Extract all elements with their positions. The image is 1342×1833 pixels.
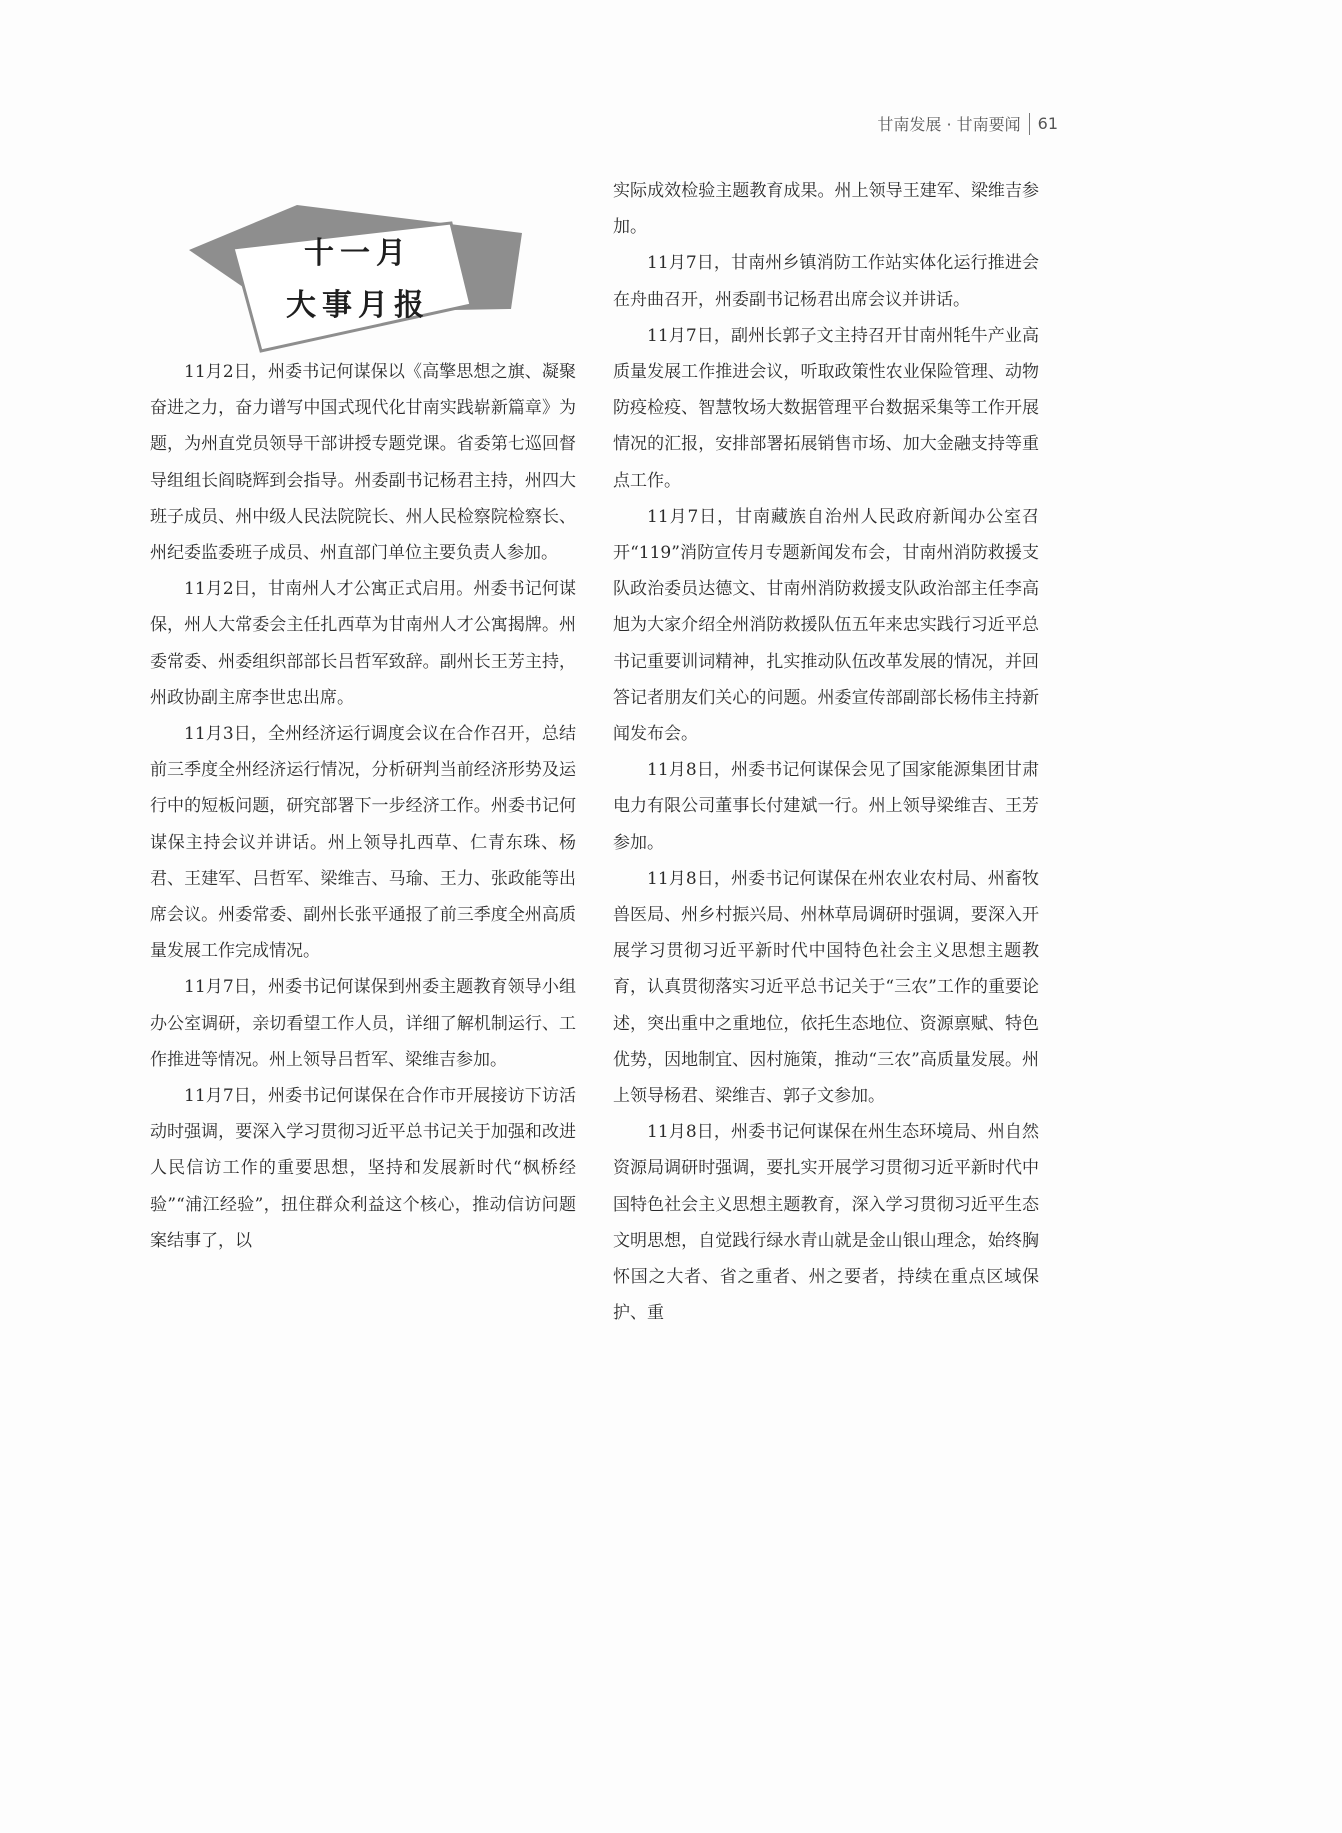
news-item: 11月7日，甘南州乡镇消防工作站实体化运行推进会在舟曲召开，州委副书记杨君出席会议并讲话。 — [613, 253, 1039, 310]
news-item: 11月8日，州委书记何谋保在州生态环境局、州自然资源局调研时强调，要扎实开展学习贯彻习近平新时代中国特色社会主义思想主题教育，深入学习贯彻习近平生态文明思想，自觉践行绿水青山就是金山银山理念，始终胸怀国之大者、省之重者、州之要者，持续在重点区域保护、重 — [613, 1122, 1039, 1324]
news-item: 11月7日，甘南藏族自治州人民政府新闻办公室召开“119”消防宣传月专题新闻发布会，甘南州消防救援支队政治委员达德文、甘南州消防救援支队政治部主任李高旭为大家介绍全州消防救援队伍五年来忠实践行习近平总书记重要训词精神，扎实推动队伍改革发展的情况，并回答记者朋友们关心的问题。州委宣传部副部长杨伟主持新闻发布会。 — [613, 506, 1039, 745]
right-column — [613, 173, 1039, 1332]
news-item: 11月7日，州委书记何谋保在合作市开展接访下访活动时强调，要深入学习贯彻习近平总书记关于加强和改进人民信访工作的重要思想，坚持和发展新时代“枫桥经验”“浦江经验”，扭住群众利益这个核心，推动信访问题案结事了，以 — [150, 1086, 576, 1251]
page-number: 61 — [1037, 114, 1058, 133]
news-item: 11月7日，副州长郭子文主持召开甘南州牦牛产业高质量发展工作推进会议，听取政策性农业保险管理、动物防疫检疫、智慧牧场大数据管理平台数据采集等工作开展情况的汇报，安排部署拓展销售市场、加大金融支持等重点工作。 — [613, 325, 1039, 491]
news-item: 11月2日，甘南州人才公寓正式启用。州委书记何谋保，州人大常委会主任扎西草为甘南州人才公寓揭牌。州委常委、州委组织部部长吕哲军致辞。副州长王芳主持，州政协副主席李世忠出席。 — [150, 579, 576, 708]
section-title: 甘南发展 · 甘南要闻 — [877, 115, 1021, 134]
title-line-1: 十一月 — [304, 236, 412, 271]
news-item-continuation: 实际成效检验主题教育成果。州上领导王建军、梁维吉参加。 — [613, 181, 1039, 238]
header-divider — [1029, 113, 1030, 135]
left-column — [150, 354, 576, 1259]
news-item: 11月2日，州委书记何谋保以《高擎思想之旗、凝聚奋进之力，奋力谱写中国式现代化甘南实践崭新篇章》为题，为州直党员领导干部讲授专题党课。省委第七巡回督导组组长阎晓辉到会指导。州委副书记杨君主持，州四大班子成员、州中级人民法院院长、州人民检察院检察长、州纪委监委班子成员、州直部门单位主要负责人参加。 — [150, 362, 576, 564]
title-line-2: 大事月报 — [286, 288, 430, 323]
news-item: 11月7日，州委书记何谋保到州委主题教育领导小组办公室调研，亲切看望工作人员，详细了解机制运行、工作推进等情况。州上领导吕哲军、梁维吉参加。 — [150, 977, 576, 1070]
news-item: 11月3日，全州经济运行调度会议在合作召开，总结前三季度全州经济运行情况，分析研判当前经济形势及运行中的短板问题，研究部署下一步经济工作。州委书记何谋保主持会议并讲话。州上领导扎西草、仁青东珠、杨君、王建军、吕哲军、梁维吉、马瑜、王力、张政能等出席会议。州委常委、副州长张平通报了前三季度全州高质量发展工作完成情况。 — [150, 724, 576, 962]
news-item: 11月8日，州委书记何谋保会见了国家能源集团甘肃电力有限公司董事长付建斌一行。州上领导梁维吉、王芳参加。 — [613, 760, 1039, 853]
page-title — [268, 228, 448, 324]
running-header — [877, 112, 1058, 135]
news-item: 11月8日，州委书记何谋保在州农业农村局、州畜牧兽医局、州乡村振兴局、州林草局调研时强调，要深入开展学习贯彻习近平新时代中国特色社会主义思想主题教育，认真贯彻落实习近平总书记关于“三农”工作的重要论述，突出重中之重地位，依托生态地位、资源禀赋、特色优势，因地制宜、因村施策，推动“三农”高质量发展。州上领导杨君、梁维吉、郭子文参加。 — [613, 868, 1039, 1107]
